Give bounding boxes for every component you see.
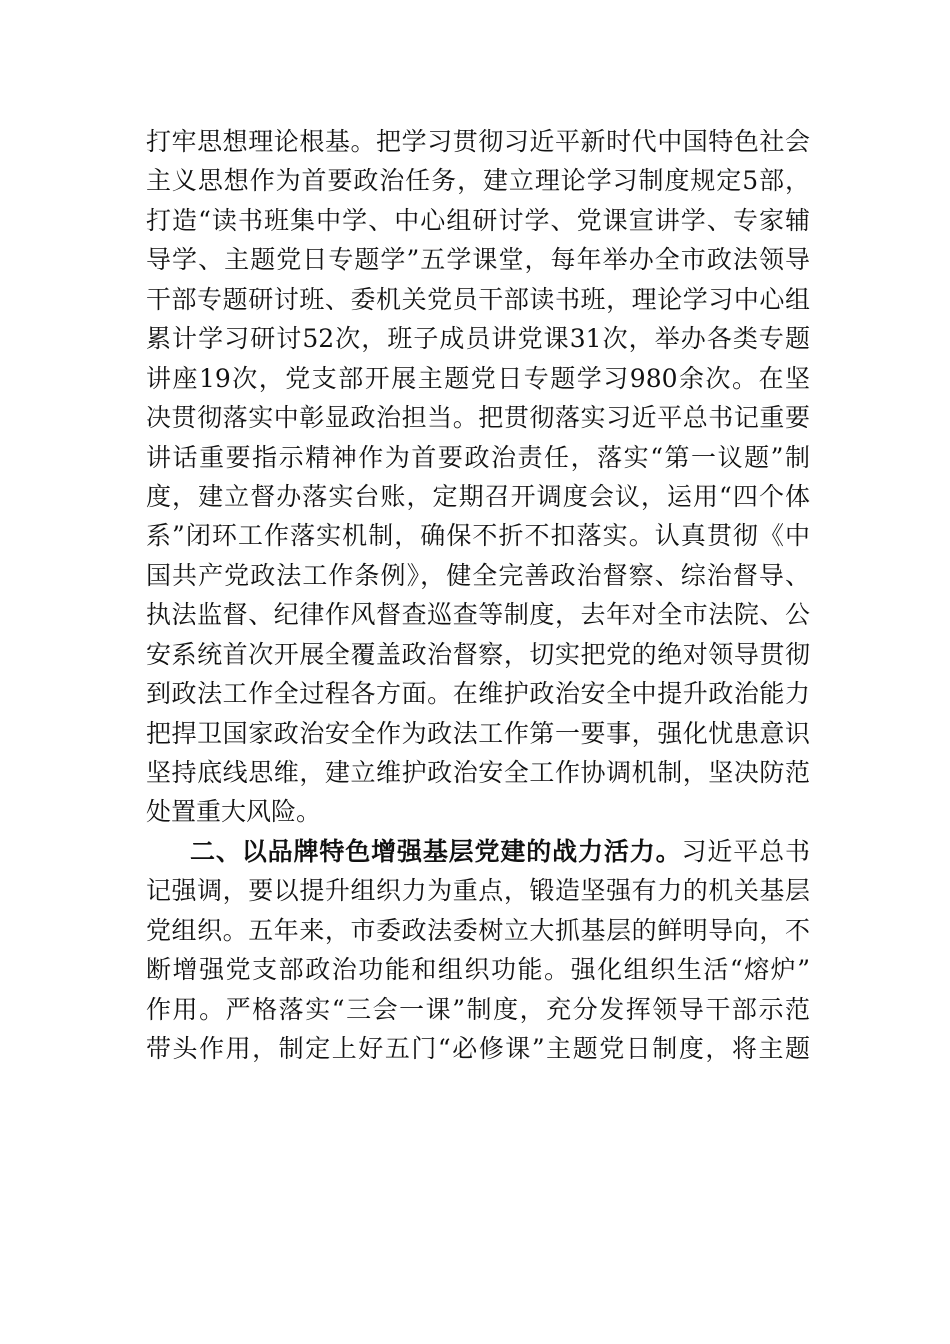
text-line: 断增强党支部政治功能和组织功能。强化组织生活“熔炉” <box>146 955 810 985</box>
text-line: 党组织。五年来，市委政法委树立大抓基层的鲜明导向，不 <box>146 915 810 945</box>
text-line: 系”闭环工作落实机制，确保不折不扣落实。认真贯彻《中 <box>146 521 810 551</box>
text-line: 打造“读书班集中学、中心组研讨学、党课宣讲学、专家辅 <box>146 205 810 235</box>
paragraph-1 <box>146 122 810 832</box>
section-heading-continuation: 习近平总书 <box>681 836 810 866</box>
paragraph-2 <box>146 832 810 1069</box>
text-line: 安系统首次开展全覆盖政治督察，切实把党的绝对领导贯彻 <box>146 639 810 669</box>
text-line: 讲话重要指示精神作为首要政治责任，落实“第一议题”制 <box>146 442 810 472</box>
text-line: 决贯彻落实中彰显政治担当。把贯彻落实习近平总书记重要 <box>146 403 810 433</box>
text-line: 记强调，要以提升组织力为重点，锻造坚强有力的机关基层 <box>146 876 810 906</box>
text-line: 带头作用，制定上好五门“必修课”主题党日制度，将主题 <box>146 1034 810 1064</box>
text-line: 导学、主题党日专题学”五学课堂，每年举办全市政法领导 <box>146 245 810 275</box>
text-line: 到政法工作全过程各方面。在维护政治安全中提升政治能力 <box>146 679 810 709</box>
text-line: 累计学习研讨52次，班子成员讲党课31次，举办各类专题 <box>146 324 810 354</box>
text-line: 打牢思想理论根基。把学习贯彻习近平新时代中国特色社会 <box>146 127 810 156</box>
text-line: 执法监督、纪律作风督查巡查等制度，去年对全市法院、公 <box>146 600 810 630</box>
text-line: 主义思想作为首要政治任务，建立理论学习制度规定5部， <box>146 166 810 196</box>
document-body <box>146 122 810 1069</box>
text-line: 度，建立督办落实台账，定期召开调度会议，运用“四个体 <box>146 481 810 511</box>
text-line: 国共产党政法工作条例》，健全完善政治督察、综治督导、 <box>146 560 810 590</box>
text-line: 处置重大风险。 <box>146 797 322 827</box>
text-line: 把捍卫国家政治安全作为政法工作第一要事，强化忧患意识 <box>146 718 810 748</box>
text-line: 坚持底线思维，建立维护政治安全工作协调机制，坚决防范 <box>146 758 810 787</box>
section-heading-line <box>146 832 810 871</box>
text-line: 讲座19次，党支部开展主题党日专题学习980余次。在坚 <box>146 363 810 393</box>
text-line: 作用。严格落实“三会一课”制度，充分发挥领导干部示范 <box>146 994 810 1024</box>
section-heading: 二、以品牌特色增强基层党建的战力活力。 <box>190 836 682 866</box>
text-line: 干部专题研讨班、委机关党员干部读书班，理论学习中心组 <box>146 284 810 314</box>
